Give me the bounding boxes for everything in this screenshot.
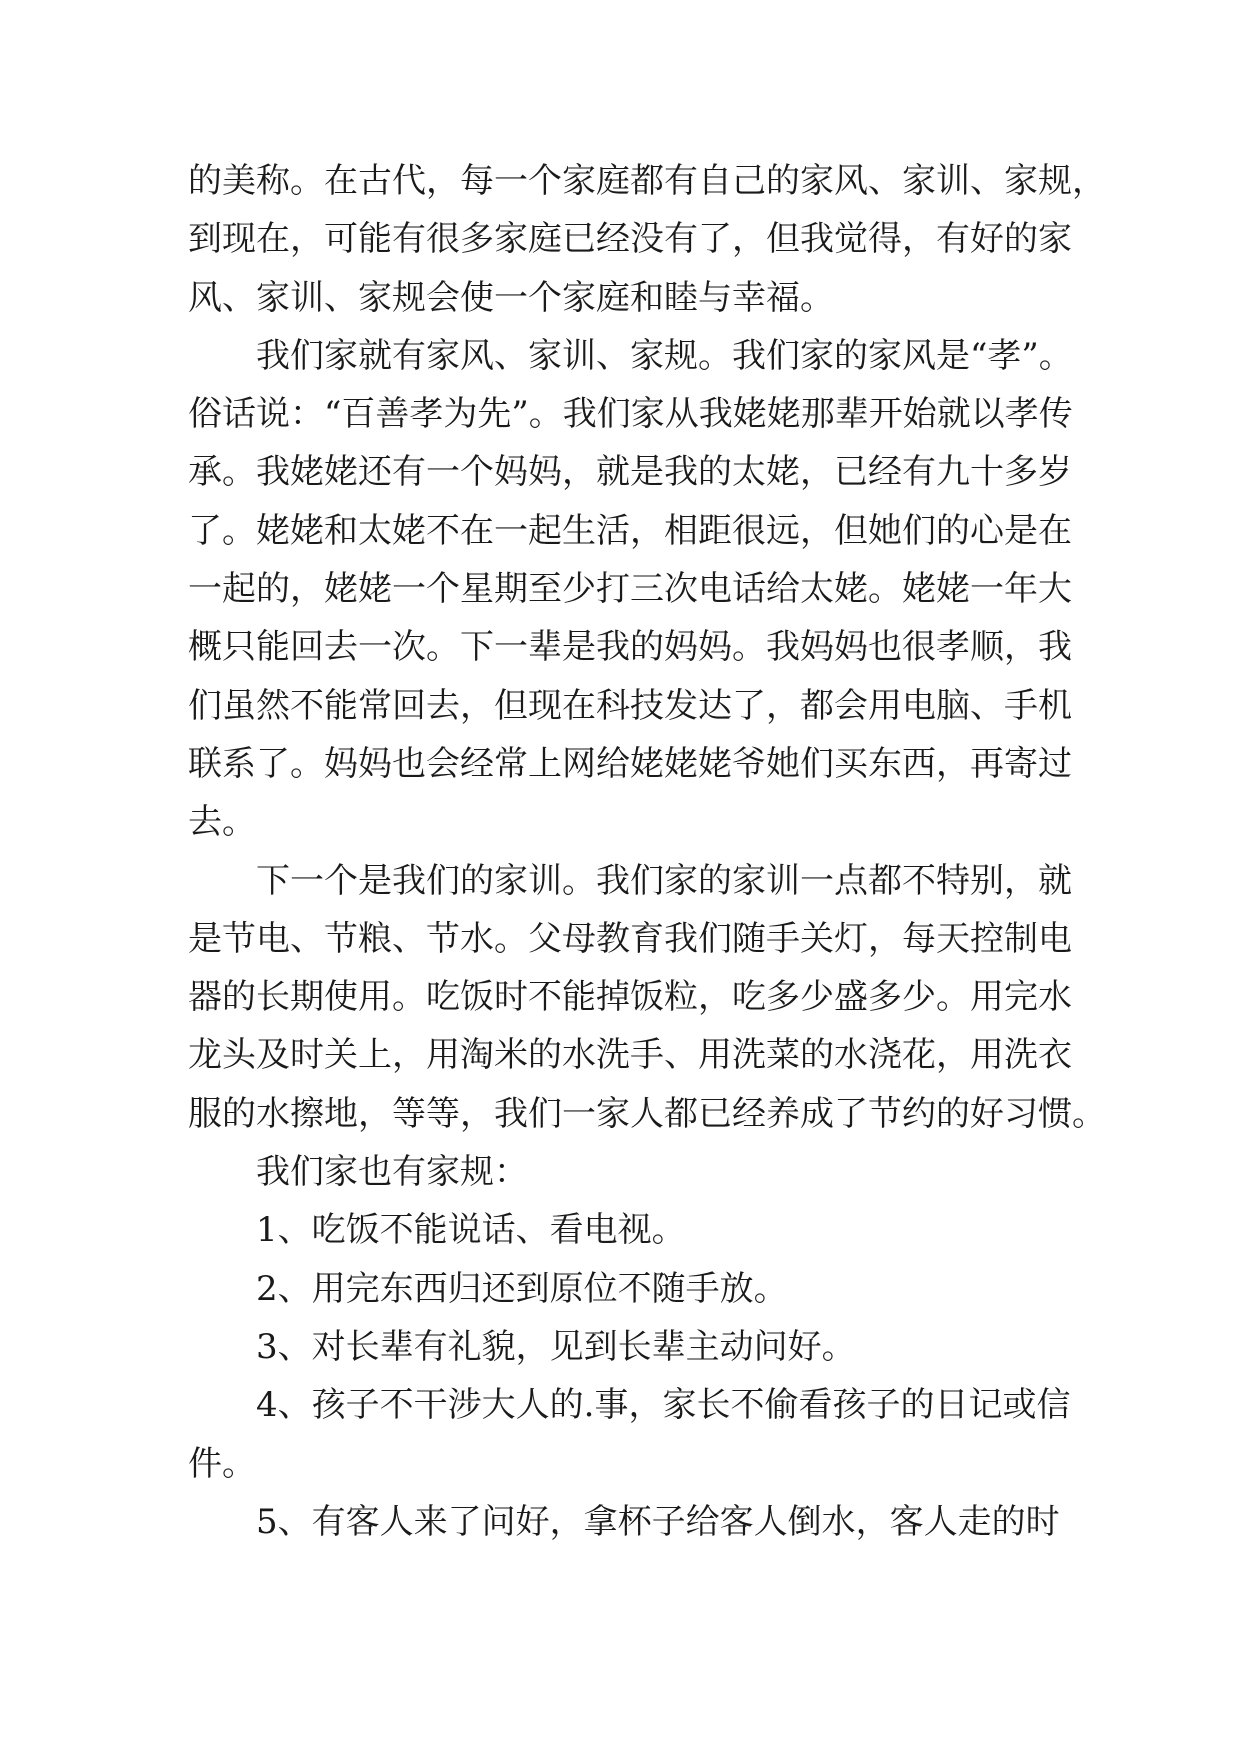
text-line-17: 服的水擦地，等等，我们一家人都已经养成了节约的好习惯。 <box>188 1093 1106 1134</box>
text-line-2: 到现在，可能有很多家庭已经没有了，但我觉得，有好的家 <box>188 219 1072 260</box>
text-line-16: 龙头及时关上，用淘米的水洗手、用洗菜的水浇花，用洗衣 <box>188 1035 1072 1076</box>
text-line-13: 下一个是我们的家训。我们家的家训一点都不特别，就 <box>256 860 1072 901</box>
list-item-2: 2、用完东西归还到原位不随手放。 <box>256 1268 788 1309</box>
text-line-4: 我们家就有家风、家训、家规。我们家的家风是“孝”。 <box>256 335 1073 376</box>
text-line-7: 了。姥姥和太姥不在一起生活，相距很远，但她们的心是在 <box>188 510 1072 551</box>
text-line-18: 我们家也有家规： <box>256 1152 528 1193</box>
list-item-4-continuation: 件。 <box>188 1443 256 1484</box>
text-line-10: 们虽然不能常回去，但现在科技发达了，都会用电脑、手机 <box>188 685 1072 726</box>
text-line-8: 一起的，姥姥一个星期至少打三次电话给太姥。姥姥一年大 <box>188 569 1072 610</box>
document-body <box>188 152 1106 1551</box>
text-line-3: 风、家训、家规会使一个家庭和睦与幸福。 <box>188 277 834 318</box>
text-line-11: 联系了。妈妈也会经常上网给姥姥姥爷她们买东西，再寄过 <box>188 743 1072 784</box>
text-line-9: 概只能回去一次。下一辈是我的妈妈。我妈妈也很孝顺，我 <box>188 627 1072 668</box>
list-item-5: 5、有客人来了问好，拿杯子给客人倒水，客人走的时 <box>256 1501 1060 1542</box>
text-line-1: 的美称。在古代，每一个家庭都有自己的家风、家训、家规， <box>188 161 1106 201</box>
text-line-5: 俗话说：“百善孝为先”。我们家从我姥姥那辈开始就以孝传 <box>188 394 1073 435</box>
list-item-4: 4、孩子不干涉大人的.事，家长不偷看孩子的日记或信 <box>256 1385 1071 1426</box>
text-line-14: 是节电、节粮、节水。父母教育我们随手关灯，每天控制电 <box>188 918 1072 959</box>
list-item-3: 3、对长辈有礼貌，见到长辈主动问好。 <box>256 1326 856 1367</box>
list-item-1: 1、吃饭不能说话、看电视。 <box>256 1210 686 1251</box>
text-line-12: 去。 <box>188 802 256 843</box>
text-line-6: 承。我姥姥还有一个妈妈，就是我的太姥，已经有九十多岁 <box>188 452 1072 493</box>
text-line-15: 器的长期使用。吃饭时不能掉饭粒，吃多少盛多少。用完水 <box>188 977 1072 1018</box>
